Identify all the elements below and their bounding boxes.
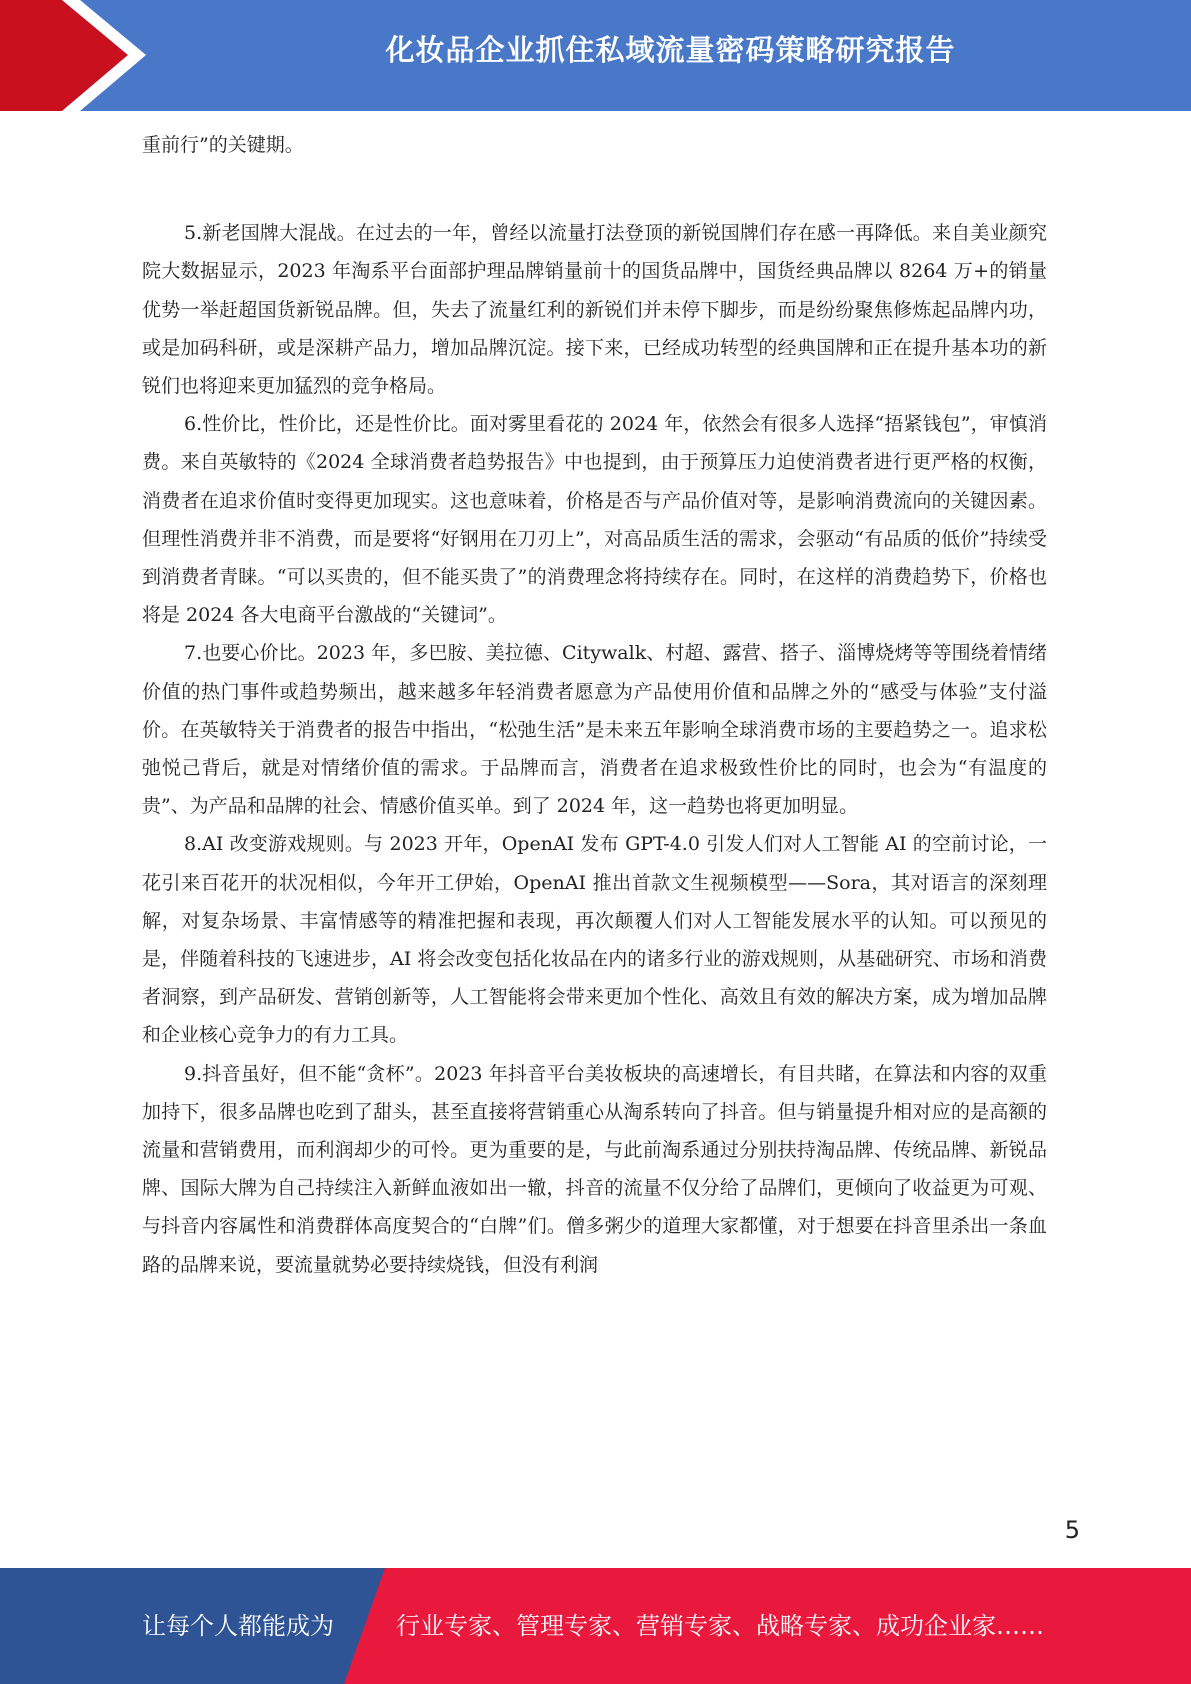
page-footer [0, 1568, 1191, 1684]
document-body [142, 126, 1047, 1284]
page-header [0, 0, 1191, 111]
page-number: 5 [1064, 1516, 1080, 1544]
paragraph-7: 7.也要心价比。2023 年，多巴胺、美拉德、Citywalk、村超、露营、搭子、淄博烧烤等等围绕着情绪价值的热门事件或趋势频出，越来越多年轻消费者愿意为产品使用价值和品牌之外的“感受与体验”支付溢价。在英敏特关于消费者的报告中指出，“松弛生活”是未来五年影响全球消费市场的主要趋势之一。追求松弛悦己背后，就是对情绪价值的需求。于品牌而言，消费者在追求极致性价比的同时，也会为“有温度的贵”、为产品和品牌的社会、情感价值买单。到了 2024 年，这一趋势也将更加明显。 [142, 642, 1047, 818]
footer-slogan-right: 行业专家、管理专家、营销专家、战略专家、成功企业家…… [396, 1612, 1044, 1640]
paragraph-9: 9.抖音虽好，但不能“贪杯”。2023 年抖音平台美妆板块的高速增长，有目共睹，在算法和内容的双重加持下，很多品牌也吃到了甜头，甚至直接将营销重心从淘系转向了抖音。但与销量提升相对应的是高额的流量和营销费用，而利润却少的可怜。更为重要的是，与此前淘系通过分别扶持淘品牌、传统品牌、新锐品牌、国际大牌为自己持续注入新鲜血液如出一辙，抖音的流量不仅分给了品牌们，更倾向了收益更为可观、与抖音内容属性和消费群体高度契合的“白牌”们。僧多粥少的道理大家都懂，对于想要在抖音里杀出一条血路的品牌来说，要流量就势必要持续烧钱，但没有利润 [142, 1062, 1047, 1276]
paragraph-continued: 重前行”的关键期。 [142, 134, 304, 156]
page-title: 化妆品企业抓住私域流量密码策略研究报告 [385, 33, 956, 67]
paragraph-5: 5.新老国牌大混战。在过去的一年，曾经以流量打法登顶的新锐国牌们存在感一再降低。来自美业颜究院大数据显示，2023 年淘系平台面部护理品牌销量前十的国货品牌中，国货经典品牌以 8264 万+的销量优势一举赶超国货新锐品牌。但，失去了流量红利的新锐们并未停下脚步，而是纷纷聚焦修炼起品牌内功，或是加码科研，或是深耕产品力，增加品牌沉淀。接下来，已经成功转型的经典国牌和正在提升基本功的新锐们也将迎来更加猛烈的竞争格局。 [142, 222, 1047, 398]
paragraph-8: 8.AI 改变游戏规则。与 2023 开年，OpenAI 发布 GPT-4.0 引发人们对人工智能 AI 的空前讨论，一花引来百花开的状况相似，今年开工伊始，OpenAI 推出首款文生视频模型——Sora，其对语言的深刻理解，对复杂场景、丰富情感等的精准把握和表现，再次颠覆人们对人工智能发展水平的认知。可以预见的是，伴随着科技的飞速进步，AI 将会改变包括化妆品在内的诸多行业的游戏规则，从基础研究、市场和消费者洞察，到产品研发、营销创新等，人工智能将会带来更加个性化、高效且有效的解决方案，成为增加品牌和企业核心竞争力的有力工具。 [142, 833, 1047, 1047]
paragraph-6: 6.性价比，性价比，还是性价比。面对雾里看花的 2024 年，依然会有很多人选择“捂紧钱包”，审慎消费。来自英敏特的《2024 全球消费者趋势报告》中也提到，由于预算压力迫使消费者进行更严格的权衡，消费者在追求价值时变得更加现实。这也意味着，价格是否与产品价值对等，是影响消费流向的关键因素。但理性消费并非不消费，而是要将“好钢用在刀刃上”，对高品质生活的需求，会驱动“有品质的低价”持续受到消费者青睐。“可以买贵的，但不能买贵了”的消费理念将持续存在。同时，在这样的消费趋势下，价格也将是 2024 各大电商平台激战的“关键词”。 [142, 413, 1047, 627]
footer-slogan-left: 让每个人都能成为 [142, 1612, 334, 1640]
